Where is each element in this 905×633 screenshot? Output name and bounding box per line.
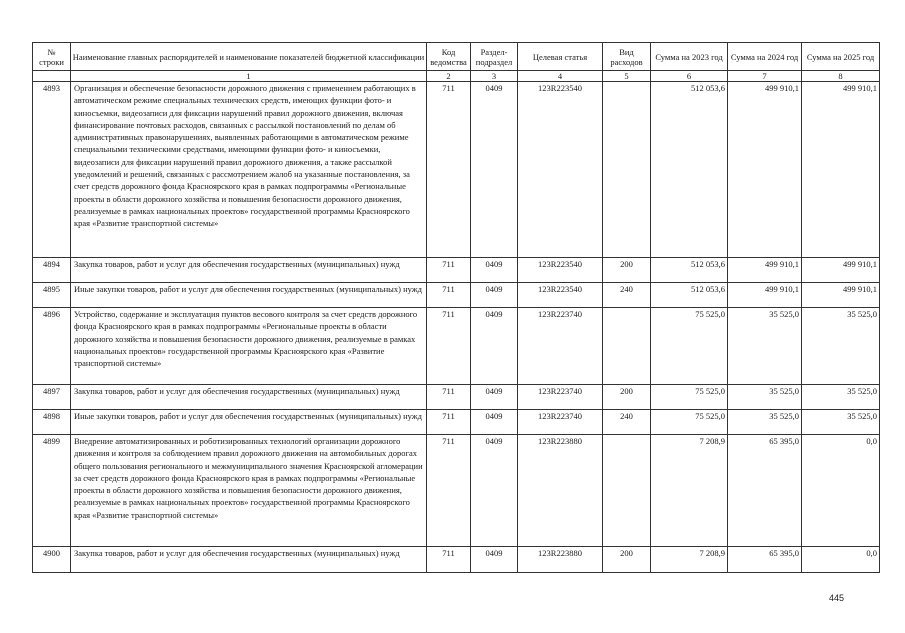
row-name: Закупка товаров, работ и услуг для обеспечения государственных (муниципальных) нужд <box>71 547 427 573</box>
row-sum-2023: 75 525,0 <box>651 308 728 385</box>
row-target: 123R223740 <box>518 385 603 410</box>
row-number: 4898 <box>33 410 71 435</box>
row-name: Иные закупки товаров, работ и услуг для обеспечения государственных (муниципальных) нужд <box>71 410 427 435</box>
col-header-target: Целевая статья <box>518 43 603 71</box>
col-number: 4 <box>518 71 603 82</box>
row-dept-code: 711 <box>427 410 471 435</box>
row-name: Внедрение автоматизированных и роботизированных технологий организации дорожного движения и контроля за соблюдением правил дорожного движения на автомобильных дорогах общего пользования регионального и межмуниципального значения Красноярской агломерации за счет средств дорожного фонда Красноярского края в рамках подпрограммы «Региональные проекты в области дорожного хозяйства и повышения безопасности дорожного движения, реализуемые в рамках национальных проектов» государственной программы Красноярского края «Развитие транспортной системы» <box>71 435 427 547</box>
table-row <box>33 283 880 308</box>
row-section: 0409 <box>471 547 518 573</box>
row-target: 123R223740 <box>518 410 603 435</box>
row-dept-code: 711 <box>427 385 471 410</box>
row-exptype <box>603 435 651 547</box>
row-number: 4893 <box>33 82 71 258</box>
row-target: 123R223740 <box>518 308 603 385</box>
row-sum-2024: 35 525,0 <box>728 308 802 385</box>
row-sum-2024: 65 395,0 <box>728 547 802 573</box>
col-header-dept: Код ведомства <box>427 43 471 71</box>
row-name: Иные закупки товаров, работ и услуг для обеспечения государственных (муниципальных) нужд <box>71 283 427 308</box>
row-target: 123R223880 <box>518 435 603 547</box>
table-row <box>33 258 880 283</box>
row-target: 123R223540 <box>518 258 603 283</box>
row-dept-code: 711 <box>427 308 471 385</box>
row-sum-2025: 35 525,0 <box>802 410 880 435</box>
row-number: 4895 <box>33 283 71 308</box>
table-row <box>33 547 880 573</box>
row-sum-2025: 499 910,1 <box>802 283 880 308</box>
row-sum-2024: 499 910,1 <box>728 82 802 258</box>
col-number: 8 <box>802 71 880 82</box>
row-number: 4900 <box>33 547 71 573</box>
row-name: Закупка товаров, работ и услуг для обеспечения государственных (муниципальных) нужд <box>71 258 427 283</box>
row-exptype: 200 <box>603 385 651 410</box>
col-number: 5 <box>603 71 651 82</box>
row-sum-2023: 512 053,6 <box>651 283 728 308</box>
col-number: 3 <box>471 71 518 82</box>
col-header-exptype: Вид расходов <box>603 43 651 71</box>
row-number: 4894 <box>33 258 71 283</box>
col-header-num: № строки <box>33 43 71 71</box>
row-sum-2025: 499 910,1 <box>802 258 880 283</box>
row-exptype: 240 <box>603 410 651 435</box>
row-exptype: 240 <box>603 283 651 308</box>
table-row <box>33 385 880 410</box>
row-dept-code: 711 <box>427 258 471 283</box>
row-sum-2023: 512 053,6 <box>651 82 728 258</box>
table-row <box>33 308 880 385</box>
row-exptype: 200 <box>603 258 651 283</box>
col-header-sum2025: Сумма на 2025 год <box>802 43 880 71</box>
row-section: 0409 <box>471 308 518 385</box>
row-name: Закупка товаров, работ и услуг для обеспечения государственных (муниципальных) нужд <box>71 385 427 410</box>
col-number: 7 <box>728 71 802 82</box>
row-sum-2025: 35 525,0 <box>802 385 880 410</box>
col-number: 2 <box>427 71 471 82</box>
row-sum-2023: 7 208,9 <box>651 435 728 547</box>
table-row <box>33 82 880 258</box>
col-header-sum2023: Сумма на 2023 год <box>651 43 728 71</box>
row-sum-2025: 0,0 <box>802 435 880 547</box>
row-section: 0409 <box>471 385 518 410</box>
row-exptype <box>603 308 651 385</box>
row-section: 0409 <box>471 258 518 283</box>
row-sum-2023: 512 053,6 <box>651 258 728 283</box>
row-sum-2024: 499 910,1 <box>728 258 802 283</box>
row-sum-2023: 75 525,0 <box>651 410 728 435</box>
row-sum-2023: 7 208,9 <box>651 547 728 573</box>
col-header-section: Раздел-подраздел <box>471 43 518 71</box>
table-row <box>33 410 880 435</box>
col-header-name: Наименование главных распорядителей и наименование показателей бюджетной классификации <box>71 43 427 71</box>
row-dept-code: 711 <box>427 82 471 258</box>
row-target: 123R223540 <box>518 82 603 258</box>
row-section: 0409 <box>471 435 518 547</box>
header-row <box>33 43 880 71</box>
row-dept-code: 711 <box>427 547 471 573</box>
row-target: 123R223540 <box>518 283 603 308</box>
row-number: 4899 <box>33 435 71 547</box>
row-target: 123R223880 <box>518 547 603 573</box>
row-number: 4896 <box>33 308 71 385</box>
row-exptype <box>603 82 651 258</box>
budget-table <box>32 42 880 573</box>
row-sum-2024: 35 525,0 <box>728 410 802 435</box>
row-section: 0409 <box>471 82 518 258</box>
col-header-sum2024: Сумма на 2024 год <box>728 43 802 71</box>
row-dept-code: 711 <box>427 283 471 308</box>
row-sum-2025: 35 525,0 <box>802 308 880 385</box>
column-number-row <box>33 71 880 82</box>
row-sum-2024: 499 910,1 <box>728 283 802 308</box>
page-number: 445 <box>829 593 845 603</box>
table-row <box>33 435 880 547</box>
row-sum-2025: 0,0 <box>802 547 880 573</box>
col-number: 6 <box>651 71 728 82</box>
row-sum-2024: 35 525,0 <box>728 385 802 410</box>
row-sum-2025: 499 910,1 <box>802 82 880 258</box>
row-name: Организация и обеспечение безопасности дорожного движения с применением работающих в автоматическом режиме специальных технических средств, имеющих функции фото- и киносъемки, видеозаписи для фиксации нарушений правил дорожного движения, включая финансирование почтовых расходов, связанных с рассылкой постановлений по делам об административных правонарушениях, выявленных работающими в автоматическом режиме специальными техническими средствами, имеющими функции фото- и киносъемки, видеозаписи для фиксации нарушений правил дорожного движения, а также рассылкой уведомлений и решений, связанных с рассмотрением жалоб на указанные постановления, за счет средств дорожного фонда Красноярского края в рамках подпрограммы «Региональные проекты в области дорожного хозяйства и повышения безопасности дорожного движения, реализуемые в рамках национальных проектов» государственной программы Красноярского края «Развитие транспортной системы» <box>71 82 427 258</box>
row-sum-2023: 75 525,0 <box>651 385 728 410</box>
row-exptype: 200 <box>603 547 651 573</box>
row-section: 0409 <box>471 283 518 308</box>
row-name: Устройство, содержание и эксплуатация пунктов весового контроля за счет средств дорожного фонда Красноярского края в рамках подпрограммы «Региональные проекты в области дорожного хозяйства и повышения безопасности дорожного движения, реализуемые в рамках национальных проектов» государственной программы Красноярского края «Развитие транспортной системы» <box>71 308 427 385</box>
row-sum-2024: 65 395,0 <box>728 435 802 547</box>
col-number <box>33 71 71 82</box>
row-dept-code: 711 <box>427 435 471 547</box>
col-number: 1 <box>71 71 427 82</box>
row-section: 0409 <box>471 410 518 435</box>
row-number: 4897 <box>33 385 71 410</box>
